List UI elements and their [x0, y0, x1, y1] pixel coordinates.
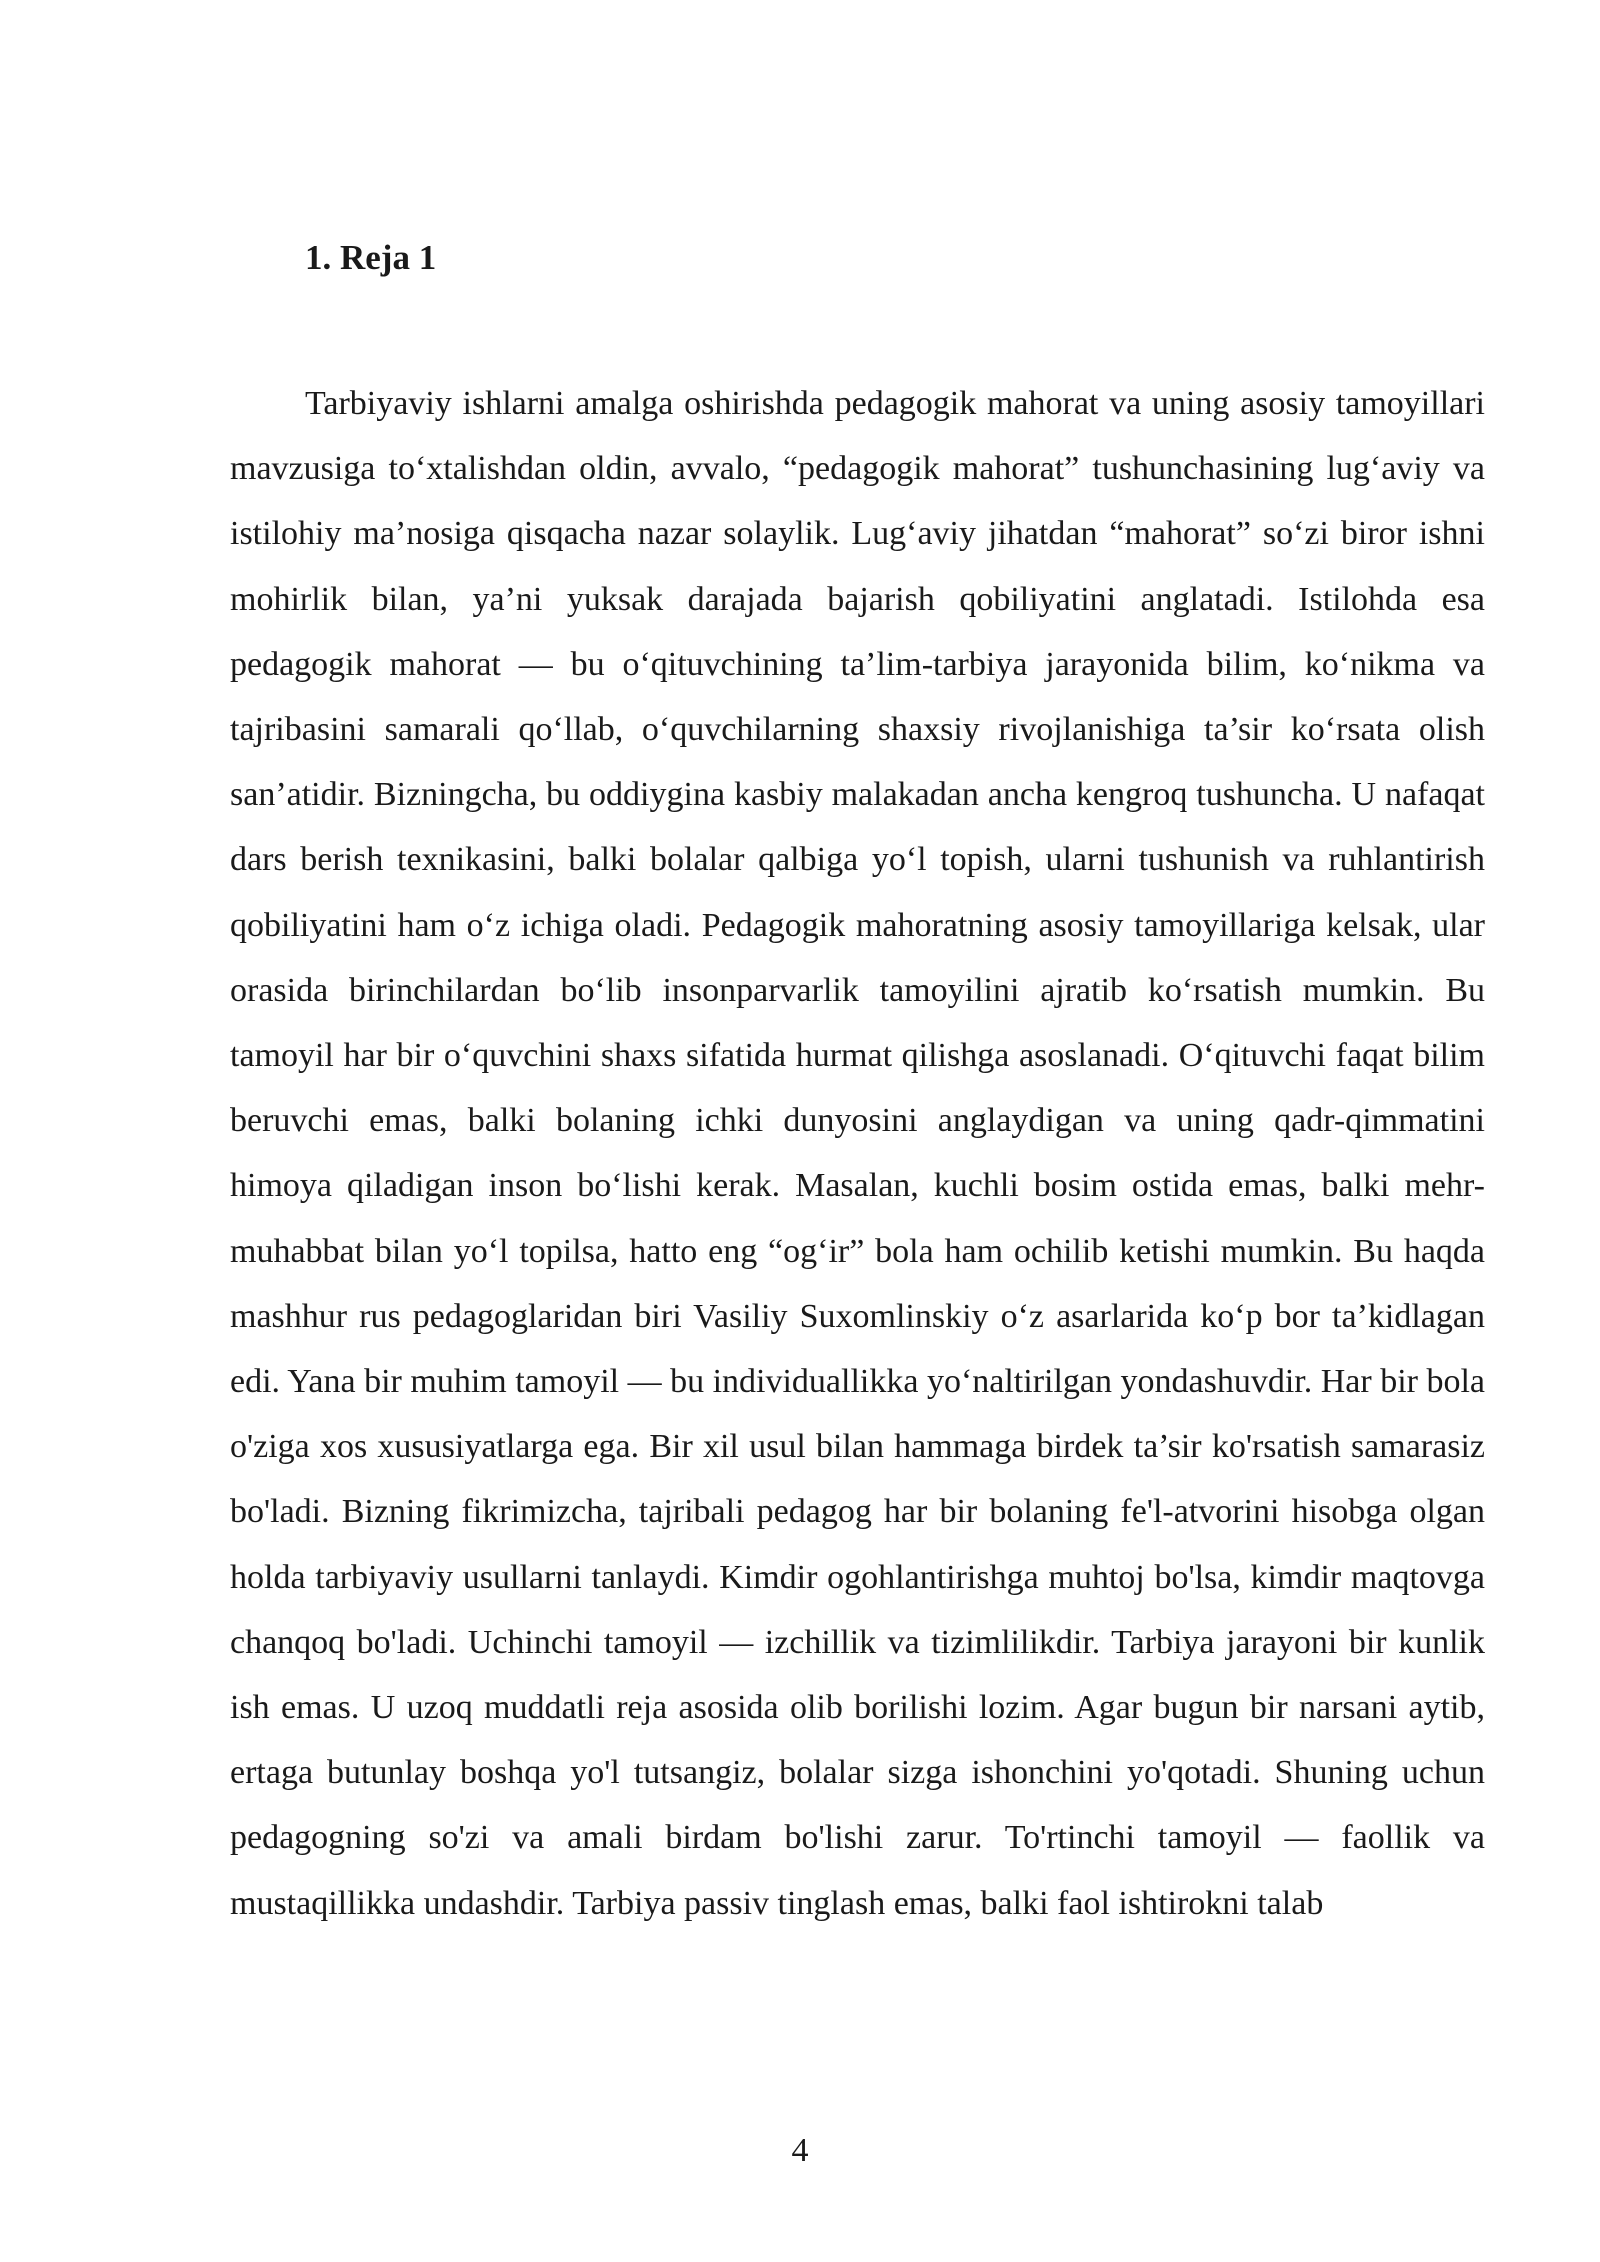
- page-number: 4: [791, 2132, 809, 2169]
- body-paragraph: Tarbiyaviy ishlarni amalga oshirishda pedagogik mahorat va uning asosiy tamoyillari mavzusiga to‘xtalishdan oldin, avvalo, “pedagogik mahorat” tushunchasining lug‘aviy va istilohiy ma’nosiga qisqacha nazar solaylik. Lug‘aviy jihatdan “mahorat” so‘zi biror ishni mohirlik bilan, ya’ni yuksak darajada bajarish qobiliyatini anglatadi. Istilohda esa pedagogik mahorat — bu o‘qituvchining ta’lim-tarbiya jarayonida bilim, ko‘nikma va tajribasini samarali qo‘llab, o‘quvchilarning shaxsiy rivojlanishiga ta’sir ko‘rsata olish san’atidir. Bizningcha, bu oddiygina kasbiy malakadan ancha kengroq tushuncha. U nafaqat dars berish texnikasini, balki bolalar qalbiga yo‘l topish, ularni tushunish va ruhlantirish qobiliyatini ham o‘z ichiga oladi. Pedagogik mahoratning asosiy tamoyillariga kelsak, ular orasida birinchilardan bo‘lib insonparvarlik tamoyilini ajratib ko‘rsatish mumkin. Bu tamoyil har bir o‘quvchini shaxs sifatida hurmat qilishga asoslanadi. O‘qituvchi faqat bilim beruvchi emas, balki bolaning ichki dunyosini anglaydigan va uning qadr-qimmatini himoya qiladigan inson bo‘lishi kerak. Masalan, kuchli bosim ostida emas, balki mehr-muhabbat bilan yo‘l topilsa, hatto eng “og‘ir” bola ham ochilib ketishi mumkin. Bu haqda mashhur rus pedagoglaridan biri Vasiliy Suxomlinskiy o‘z asarlarida ko‘p bor ta’kidlagan edi. Yana bir muhim tamoyil — bu individuallikka yo‘naltirilgan yondashuvdir. Har bir bola o'ziga xos xususiyatlarga ega. Bir xil usul bilan hammaga birdek ta’sir ko'rsatish samarasiz bo'ladi. Bizning fikrimizcha, tajribali pedagog har bir bolaning fe'l-atvorini hisobga olgan holda tarbiyaviy usullarni tanlaydi. Kimdir ogohlantirishga muhtoj bo'lsa, kimdir maqtovga chanqoq bo'ladi. Uchinchi tamoyil — izchillik va tizimlilikdir. Tarbiya jarayoni bir kunlik ish emas. U uzoq muddatli reja asosida olib borilishi lozim. Agar bugun bir narsani aytib, ertaga butunlay boshqa yo'l tutsangiz, bolalar sizga ishonchini yo'qotadi. Shuning uchun pedagogning so'zi va amali birdam bo'lishi zarur. To'rtinchi tamoyil — faollik va mustaqillikka undashdir. Tarbiya passiv tinglash emas, balki faol ishtirokni talab: [230, 385, 1485, 1922]
- section-heading: 1. Reja 1: [305, 238, 437, 277]
